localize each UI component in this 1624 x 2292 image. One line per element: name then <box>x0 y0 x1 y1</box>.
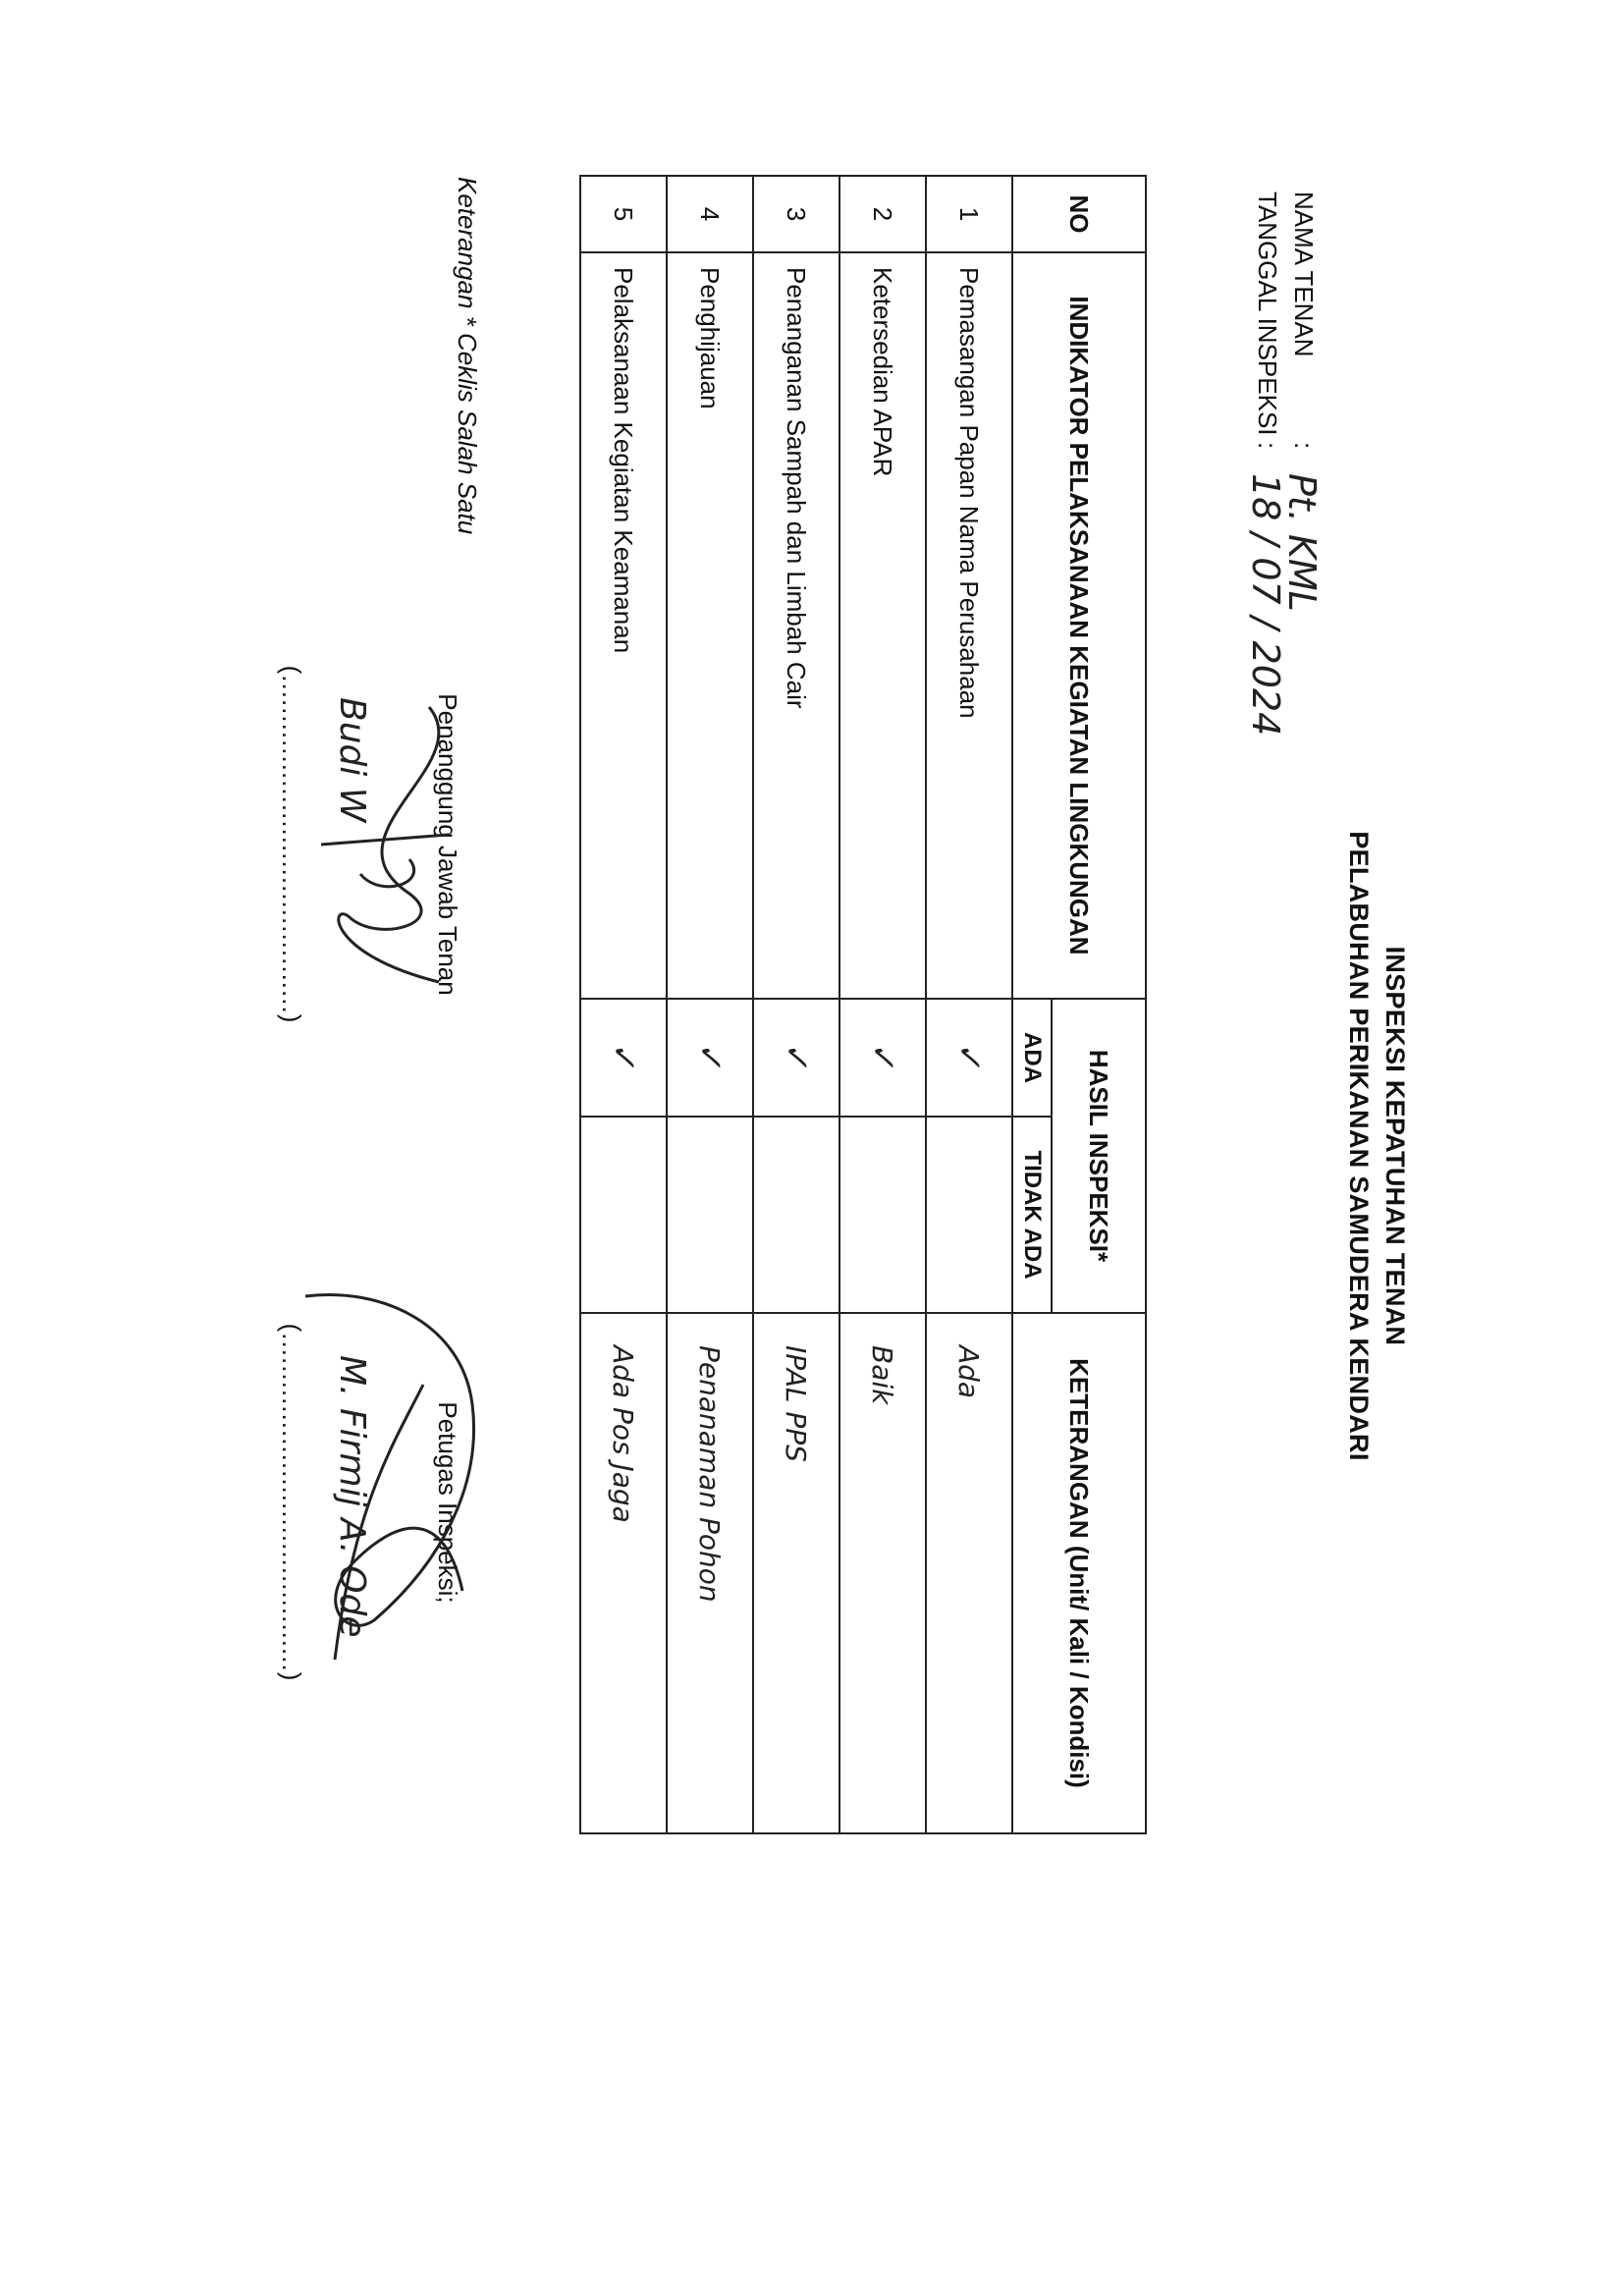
row-indikator: Penanganan Sampah dan Limbah Cair <box>753 252 839 999</box>
form-title: INSPEKSI KEPATUHAN TENAN <box>1380 946 1410 1346</box>
nama-tenan-value: Pt. KML <box>1280 473 1324 612</box>
tenant-signature-line: (..........................................) <box>277 665 306 1024</box>
row-tidak-ada-cell <box>753 1117 839 1313</box>
row-tidak-ada-cell <box>839 1117 926 1313</box>
row-indikator: Ketersedian APAR <box>839 252 926 999</box>
table-row <box>753 176 839 1833</box>
row-keterangan-text: IPAL PPS <box>780 1345 813 1462</box>
row-ada-cell <box>926 999 1012 1117</box>
row-tidak-ada-cell <box>580 1117 667 1313</box>
inspector-signature-line: (..........................................) <box>277 1323 306 1682</box>
table-row <box>580 176 667 1833</box>
table-row <box>926 176 1012 1833</box>
row-keterangan-text: Penanaman Pohon <box>693 1345 727 1603</box>
checkmark-icon: ✓ <box>690 1040 730 1075</box>
signature-block-tenant <box>276 628 462 1061</box>
row-ada-cell <box>580 999 667 1117</box>
row-ada-cell <box>753 999 839 1117</box>
signature-block-inspector <box>276 1286 462 1719</box>
inspector-signature-scribble <box>276 1267 502 1699</box>
row-no: 5 <box>580 176 667 252</box>
checkmark-icon: ✓ <box>863 1040 902 1075</box>
tanggal-inspeksi-value: 18 / 07 / 2024 <box>1244 473 1287 737</box>
col-keterangan-header: KETERANGAN (Unit/ Kali / Kondisi) <box>1012 1313 1146 1833</box>
tenant-signature-scribble <box>301 687 468 1011</box>
row-no: 3 <box>753 176 839 252</box>
tenant-role-label: Penanggung Jawab Tenan <box>433 693 462 996</box>
row-keterangan-text: Ada <box>952 1345 986 1399</box>
inspector-signature-name: M. Firmij A. Ode <box>332 1355 372 1638</box>
table-row <box>839 176 926 1833</box>
row-keterangan <box>926 1313 1012 1833</box>
row-tidak-ada-cell <box>667 1117 753 1313</box>
row-keterangan <box>667 1313 753 1833</box>
form-subtitle: PELABUHAN PERIKANAN SAMUDERA KENDARI <box>1344 831 1374 1461</box>
col-ada-header: ADA <box>1012 999 1052 1117</box>
row-ada-cell <box>839 999 926 1117</box>
row-keterangan <box>753 1313 839 1833</box>
row-indikator: Pelaksanaan Kegiatan Keamanan <box>580 252 667 999</box>
row-keterangan <box>580 1313 667 1833</box>
col-hasil-header: HASIL INSPEKSI* <box>1052 999 1146 1313</box>
row-indikator: Penghijauan <box>667 252 753 999</box>
keterangan-note: Keterangan * Cekli​s Salah Satu <box>453 177 482 535</box>
col-tidak-ada-header: TIDAK ADA <box>1012 1117 1052 1313</box>
inspector-role-label: Petugas Inspeksi; <box>433 1401 462 1604</box>
row-indikator: Pemasangan Papan Nama Perusahaan <box>926 252 1012 999</box>
inspection-table <box>579 175 1147 1834</box>
checkmark-icon: ✓ <box>777 1040 816 1075</box>
row-keterangan <box>839 1313 926 1833</box>
table-header-row <box>1052 176 1146 1833</box>
row-no: 1 <box>926 176 1012 252</box>
nama-tenan-label: NAMA TENAN <box>1289 191 1319 357</box>
tenant-signature-name: Budi W <box>332 697 372 823</box>
table-row <box>667 176 753 1833</box>
row-keterangan-text: Baik <box>866 1345 899 1405</box>
col-no-header: NO <box>1012 176 1146 252</box>
tanggal-inspeksi-row <box>1244 191 1293 737</box>
tanggal-inspeksi-colon: : <box>1253 442 1282 450</box>
row-ada-cell <box>667 999 753 1117</box>
row-no: 2 <box>839 176 926 252</box>
checkmark-icon: ✓ <box>949 1040 989 1075</box>
row-keterangan-text: Ada Pos Jaga <box>607 1345 640 1523</box>
tanggal-inspeksi-label: TANGGAL INSPEKSI <box>1253 191 1282 436</box>
row-no: 4 <box>667 176 753 252</box>
nama-tenan-colon: : <box>1289 442 1319 450</box>
col-indikator-header: INDIKATOR PELAKSANAAN KEGIATAN LINGKUNGAN <box>1012 252 1146 999</box>
checkmark-icon: ✓ <box>604 1040 643 1075</box>
row-tidak-ada-cell <box>926 1117 1012 1313</box>
